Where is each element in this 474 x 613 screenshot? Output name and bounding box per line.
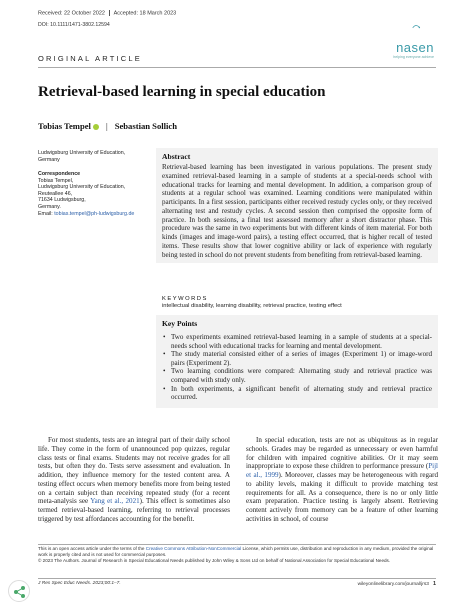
citation-link[interactable]: Yang et al., 2021 (90, 497, 140, 506)
key-point-item: • In both experiments, a significant benefit of alternating study and retrieval practice occurred. (162, 385, 432, 402)
received-accepted-header (38, 10, 176, 16)
key-point-item: • Two experiments examined retrieval-based learning in a sample of students at a special-needs school with educational tracks for learning and mental development. (162, 333, 432, 350)
share-icon (9, 581, 31, 603)
citation-link[interactable]: Pijl et al., 1999 (246, 462, 438, 479)
doi[interactable]: DOI: 10.1111/1471-3802.12594 (38, 22, 110, 28)
correspondence-line: Germany. (38, 203, 61, 210)
article-title: Retrieval-based learning in special education (38, 84, 326, 100)
journal-url[interactable]: wileyonlinelibrary.com/journal/jrs3 (357, 582, 429, 587)
author-list (38, 121, 177, 131)
body-column-left (38, 436, 230, 524)
correspondence-line: Ludwigsburg University of Education, (38, 184, 126, 191)
key-point-item: • The study material consisted either of a series of images (Experiment 1) or image-word pairs (Experiment 2). (162, 350, 432, 367)
floating-action-button[interactable] (8, 580, 30, 602)
author-separator: | (105, 121, 108, 131)
body-text: ). This effect is sometimes also termed retrieval-based learning, referring to retrieval processes triggered by test affordances accounting for the benefit. (38, 497, 231, 523)
correspondence-block (38, 171, 146, 217)
license-link[interactable]: Creative Commons Attribution-NonCommercial (145, 546, 242, 551)
abstract-heading: Abstract (162, 152, 191, 161)
body-text: For most students, tests are an integral part of their daily school life. They come in the form of unannounced pop quizzes, regular class tests or final exams. Students may not receive grades for all tests, but often they do. Tests serve assessment and evaluation. In addition, they influence memory for the tested content area. A testing effect occurs when memory benefits more from being tested on a certain subject than receiving repeated study (for a recent meta-analysis see (38, 436, 230, 506)
nasen-logo-icon (412, 22, 434, 36)
footer-rule (38, 544, 436, 545)
accepted-date: Accepted: 18 March 2023 (113, 10, 177, 17)
email-label: Email: (38, 210, 53, 217)
journal-citation: J Res Spec Educ Needs. 2023;00:1–7. (38, 581, 121, 586)
email-link[interactable]: tobias.tempel@ph-ludwigsburg.de (54, 210, 135, 217)
license-text: License, which permits use, distribution and reproduction in any medium, provided the original work is properly cited and is not used for commercial purposes. (38, 546, 434, 557)
abstract-text: Retrieval-based learning has been investigated in various populations. The present study examined retrieval-based learning in a sample of students at a special-needs school with educational tracks for learning and mental development. In addition, a comparison group of students at a regular school was examined. Learning conditions were manipulated within participants. In a first session, participants either received restudy cycles only, or they received alternating test and restudy cycles. A second session then comprised the opposite form of practice. In both sessions, a final test assessed memory after a short distractor phase. This procedure was the same in two experiments but with different kinds of item material. For both kinds (images and image-word pairs), a testing effect occurred, that is higher recall of tested items. These results show that lower cognitive ability or lack of experience with regularly being tested in school do not prevent students from benefiting from retrieval-based learning. (162, 163, 432, 259)
abstract-box (156, 148, 438, 263)
publisher-logo-subtitle: helping everyone achieve (393, 55, 434, 59)
received-date: Received: 22 October 2022 (38, 10, 105, 17)
keywords-text: intellectual disability, learning disability, retrieval practice, testing effect (162, 303, 342, 309)
license-text: This is an open access article under the terms of the (38, 546, 146, 551)
article-type: ORIGINAL ARTICLE (38, 54, 142, 63)
correspondence-line: Reuteallee 46, (38, 190, 73, 197)
body-column-right (246, 436, 438, 524)
header-divider (109, 10, 110, 16)
orcid-icon[interactable] (93, 124, 99, 130)
footer-right (358, 581, 436, 587)
keywords-heading: KEYWORDS (162, 296, 208, 302)
author-second[interactable]: Sebastian Sollich (114, 121, 178, 131)
license-notice (38, 546, 438, 563)
body-text: In special education, tests are not as ubiquitous as in regular schools. Grades may be regarded as unnecessary or even harmful for children with impaired cognitive abilities. Or it may seem inappropriate to expose these children to performance pressure ( (246, 436, 438, 471)
correspondence-label: Correspondence (38, 171, 81, 177)
body-paragraph (246, 436, 438, 524)
key-points-box (156, 315, 438, 408)
author-first[interactable]: Tobias Tempel (38, 121, 91, 131)
body-paragraph (38, 436, 230, 524)
key-points-list (162, 333, 432, 402)
correspondence-line: Tobias Tempel, (38, 177, 74, 184)
publisher-logo-text: nasen (396, 40, 434, 55)
page-number: 1 (432, 581, 436, 587)
header-rule (38, 67, 436, 68)
key-points-heading: Key Points (162, 319, 198, 328)
footer-rule-bottom (38, 578, 436, 579)
copyright-text: © 2023 The Authors. Journal of Research in Special Educational Needs published by John Wiley & Sons Ltd on behalf of National Association for Special Educational Needs. (38, 557, 391, 563)
correspondence-line: 71634 Ludwigsburg, (38, 197, 86, 204)
affiliation-institution: Ludwigsburg University of Education, Germany (38, 150, 126, 163)
body-text: ). Moreover, classes may be heterogeneous with regard to ability levels, making it difficult to provide matching test requirements for all. As a consequence, there is no or only little exam preparation. Practice testing is largely absent. Retrieving content actively from memory can be a feature of other learning activities in school, of course (246, 471, 438, 523)
key-point-item: • Two learning conditions were compared: Alternating study and retrieval practice was compared with study only. (162, 367, 432, 384)
